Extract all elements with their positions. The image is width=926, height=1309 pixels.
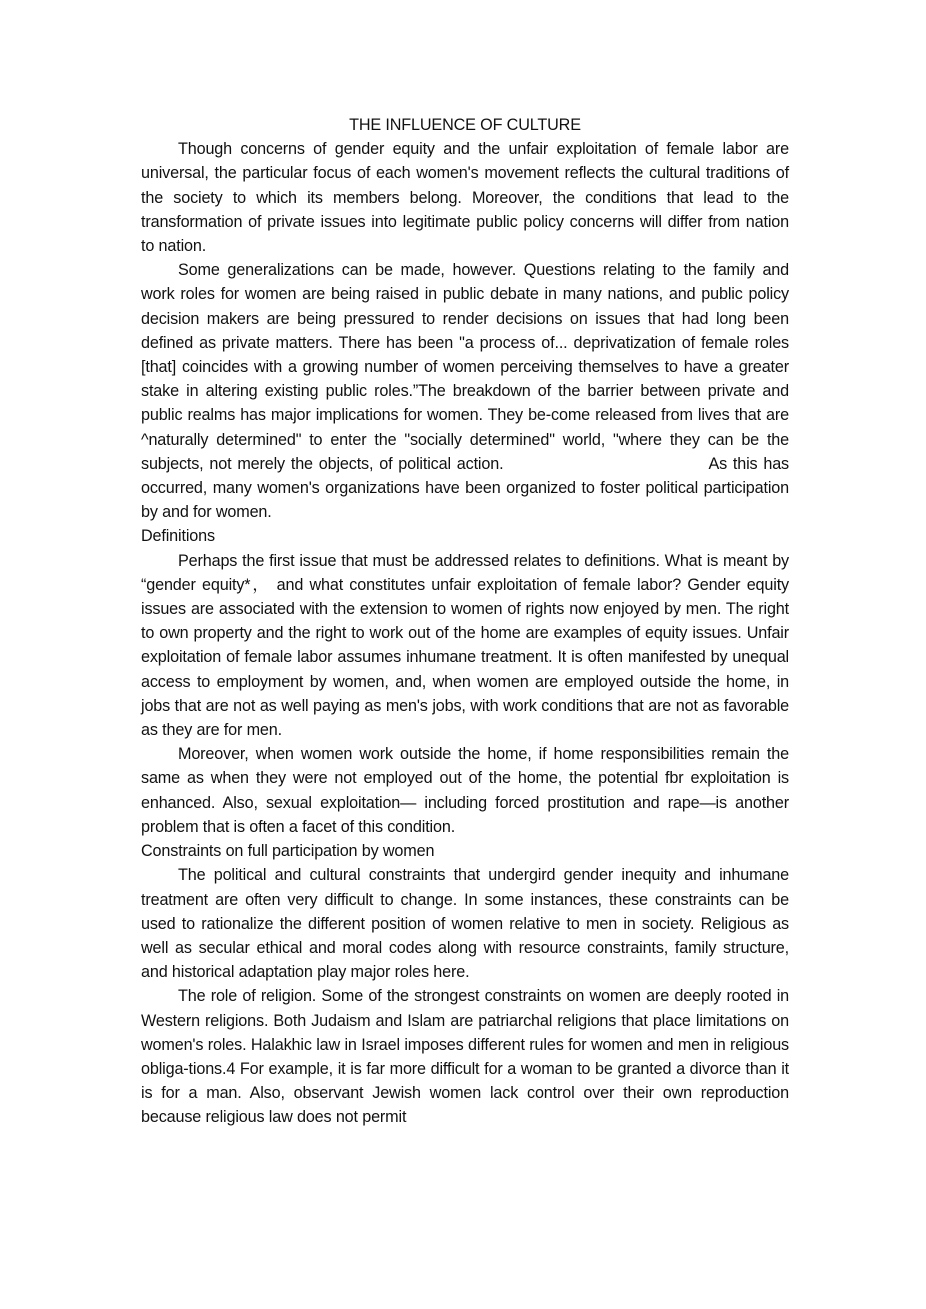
constraints-paragraph-1: The political and cultural constraints that undergird gender inequity and inhumane treatment are often very difficult to change. In some instances, these constraints can be used to rationalize the different position of women relative to men in society. Religious as well as secular ethical and moral codes along with resource constraints, family structure, and historical adaptation play major roles here.: [141, 866, 789, 982]
section-heading-definitions: Definitions: [141, 527, 215, 546]
generalizations-paragraph: [141, 258, 789, 524]
document-title: THE INFLUENCE OF CULTURE: [349, 116, 581, 134]
section-heading-constraints: Constraints on full participation by women: [141, 842, 435, 861]
generalizations-text-part-2: As this has occurred, many women's organizations have been organized to foster political participation by and for women.: [141, 454, 789, 522]
definitions-paragraph-2: Moreover, when women work outside the home, if home responsibilities remain the same as when they were not employed out of the home, the potential fbr exploitation is enhanced. Also, sexual exploitation— including forced prostitution and rape—is another problem that is often a facet of this condition.: [141, 745, 789, 836]
document-page: [141, 113, 789, 1130]
intro-paragraph: Though concerns of gender equity and the unfair exploitation of female labor are universal, the particular focus of each women's movement reflects the cultural traditions of the society to which its members belong. Moreover, the conditions that lead to the transformation of private issues into legitimate public policy concerns will differ from nation to nation.: [141, 140, 789, 256]
definitions-paragraph-1: Perhaps the first issue that must be addressed relates to definitions. What is meant by “gender equity*， and what constitutes unfair exploitation of female labor? Gender equity issues are associated with the extension to women of rights now enjoyed by men. The right to own property and the right to work out of the home are examples of equity issues. Unfair exploitation of female labor assumes inhumane treatment. It is often manifested by unequal access to employment by women, and, when women are employed outside the home, in jobs that are not as well paying as men's jobs, with work conditions that are not as favorable as they are for men.: [141, 551, 789, 740]
constraints-paragraph-2: The role of religion. Some of the strongest constraints on women are deeply rooted in Western religions. Both Judaism and Islam are patriarchal religions that place limitations on women's roles. Halakhic law in Israel imposes different rules for women and men in religious obliga-tions.4 For example, it is far more difficult for a woman to be granted a divorce than it is for a man. Also, observant Jewish women lack control over their own reproduction because religious law does not permit: [141, 987, 789, 1127]
generalizations-text-part-1: Some generalizations can be made, however. Questions relating to the family and work roles for women are being raised in public debate in many nations, and public policy decision makers are being pressured to render decisions on issues that had long been defined as private matters. There has been "a process of... deprivatization of female roles [that] coincides with a growing number of women perceiving themselves to have a greater stake in altering existing public roles.”The breakdown of the barrier between private and public realms has major implications for women. They be-come released from lives that are ^naturally determined" to enter the "socially determined" world, "where they can be the subjects, not merely the objects, of political action.: [141, 261, 789, 473]
